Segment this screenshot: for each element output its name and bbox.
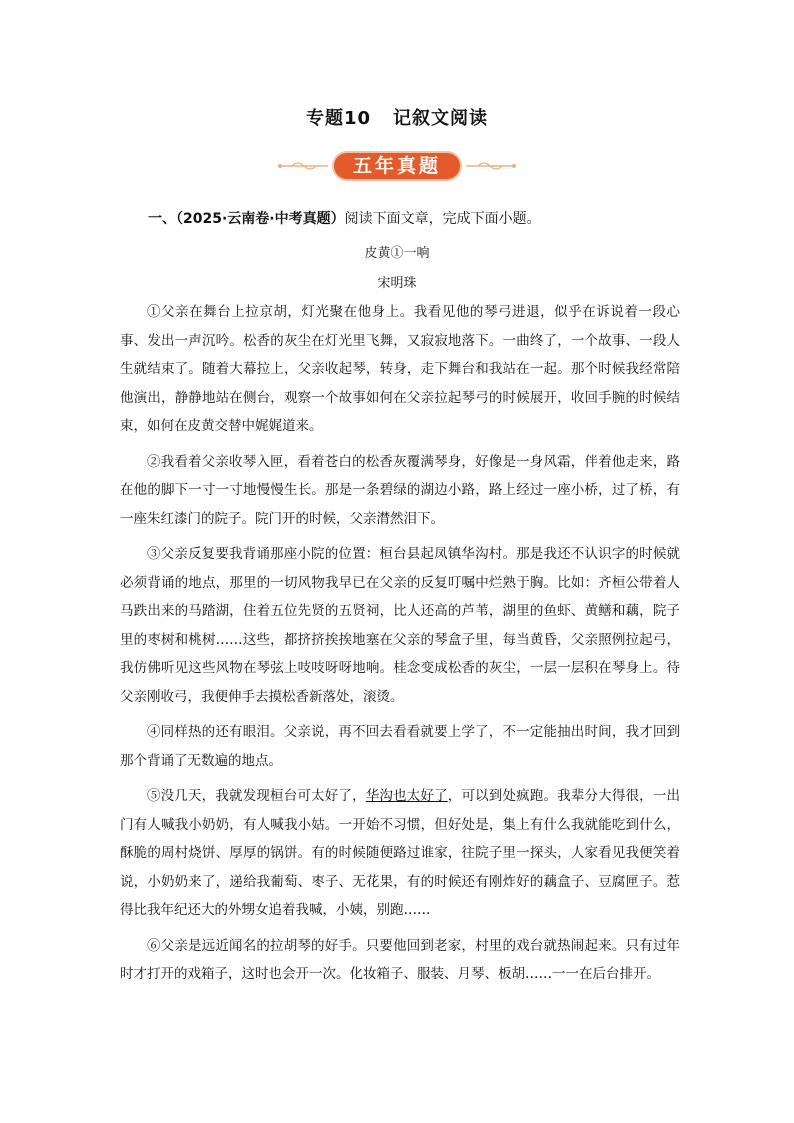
paragraph-3: ③父亲反复要我背诵那座小院的位置：桓台县起凤镇华沟村。那是我还不认识字的时候就必须背诵的地点，那里的一切风物我早已在父亲的反复叮嘱中烂熟于胸。比如：齐桓公带着人马跌出来的马踏湖，住着五位先贤的五贤祠，比人还高的芦苇，湖里的鱼虾、黄鳝和藕，院子里的枣树和桃树……这些，都挤挤挨挨地塞在父亲的琴盒子里，每当黄昏，父亲照例拉起弓，我仿佛听见这些风物在琴弦上吱吱呀呀地响。桂念变成松香的灰尘，一层一层积在琴身上。待父亲刚收弓，我便伸手去摸松香新落处，滚烫。 — [120, 546, 680, 705]
paragraph-5 — [120, 782, 680, 925]
paragraph-6: ⑥父亲是远近闻名的拉胡琴的好手。只要他回到老家，村里的戏台就热闹起来。只有过年时才打开的戏箱子，这时也会开一次。化妆箱子、服装、月琴、板胡……一一在后台排开。 — [120, 937, 680, 982]
article-title: 皮黄①一响 — [364, 246, 430, 261]
page-title — [0, 104, 794, 130]
question-prompt — [148, 208, 688, 228]
paragraph-4: ④同样热的还有眼泪。父亲说，再不回去看看就要上学了，不一定能抽出时间，我才回到那个背诵了无数遍的地点。 — [120, 724, 680, 769]
question-instruction: 阅读下面文章，完成下面小题。 — [344, 211, 541, 227]
topic-number: 专题10 — [305, 108, 372, 129]
paragraph-5-start: ⑤没几天，我就发现桓台可太好了， — [147, 788, 366, 804]
article-body — [120, 298, 680, 996]
paragraph-1: ①父亲在舞台上拉京胡，灯光聚在他身上。我看见他的琴弓进退，似乎在诉说着一段心事、发出一声沉吟。松香的灰尘在灯光里飞舞，又寂寂地落下。一曲终了，一个故事、一段人生就结束了。随着大幕拉上，父亲收起琴，转身，走下舞台和我站在一起。那个时候我经常陪他演出，静静地站在侧台，观察一个故事如何在父亲拉起琴弓的时候展开，收回手腕的时候结束，如何在皮黄交替中娓娓道来。 — [120, 304, 680, 434]
banner-label: 五年真题 — [352, 155, 441, 177]
question-source: （2025·云南卷·中考真题） — [176, 211, 345, 227]
paragraph-5-rest: ，可以到处疯跑。我辈分大得很，一出门有人喊我小奶奶，有人喊我小姑。一开始不习惯，但好处是，集上有什么我就能吃到什么，酥脆的周村烧饼、厚厚的锅饼。有的时候随便路过谁家，往院子里一探头，人家看见我便笑着说，小奶奶来了，递给我葡萄、枣子、无花果，有的时候还有刚炸好的藕盒子、豆腐匣子。惹得比我年纪还大的外甥女追着我喊，小姨，别跑…… — [120, 788, 681, 918]
underlined-phrase: 华沟也太好了 — [365, 788, 448, 804]
paragraph-2: ②我看着父亲收琴入匣，看着苍白的松香灰覆满琴身，好像是一身风霜，伴着他走来，路在他的脚下一寸一寸地慢慢生长。那是一条碧绿的湖边小路，路上经过一座小桥，过了桥，有一座朱红漆门的院子。院门开的时候，父亲潸然泪下。 — [120, 453, 680, 527]
article-author: 宋明珠 — [377, 276, 417, 291]
question-number: 一、 — [148, 211, 176, 227]
topic-subject: 记叙文阅读 — [393, 108, 489, 129]
section-banner — [0, 146, 794, 186]
